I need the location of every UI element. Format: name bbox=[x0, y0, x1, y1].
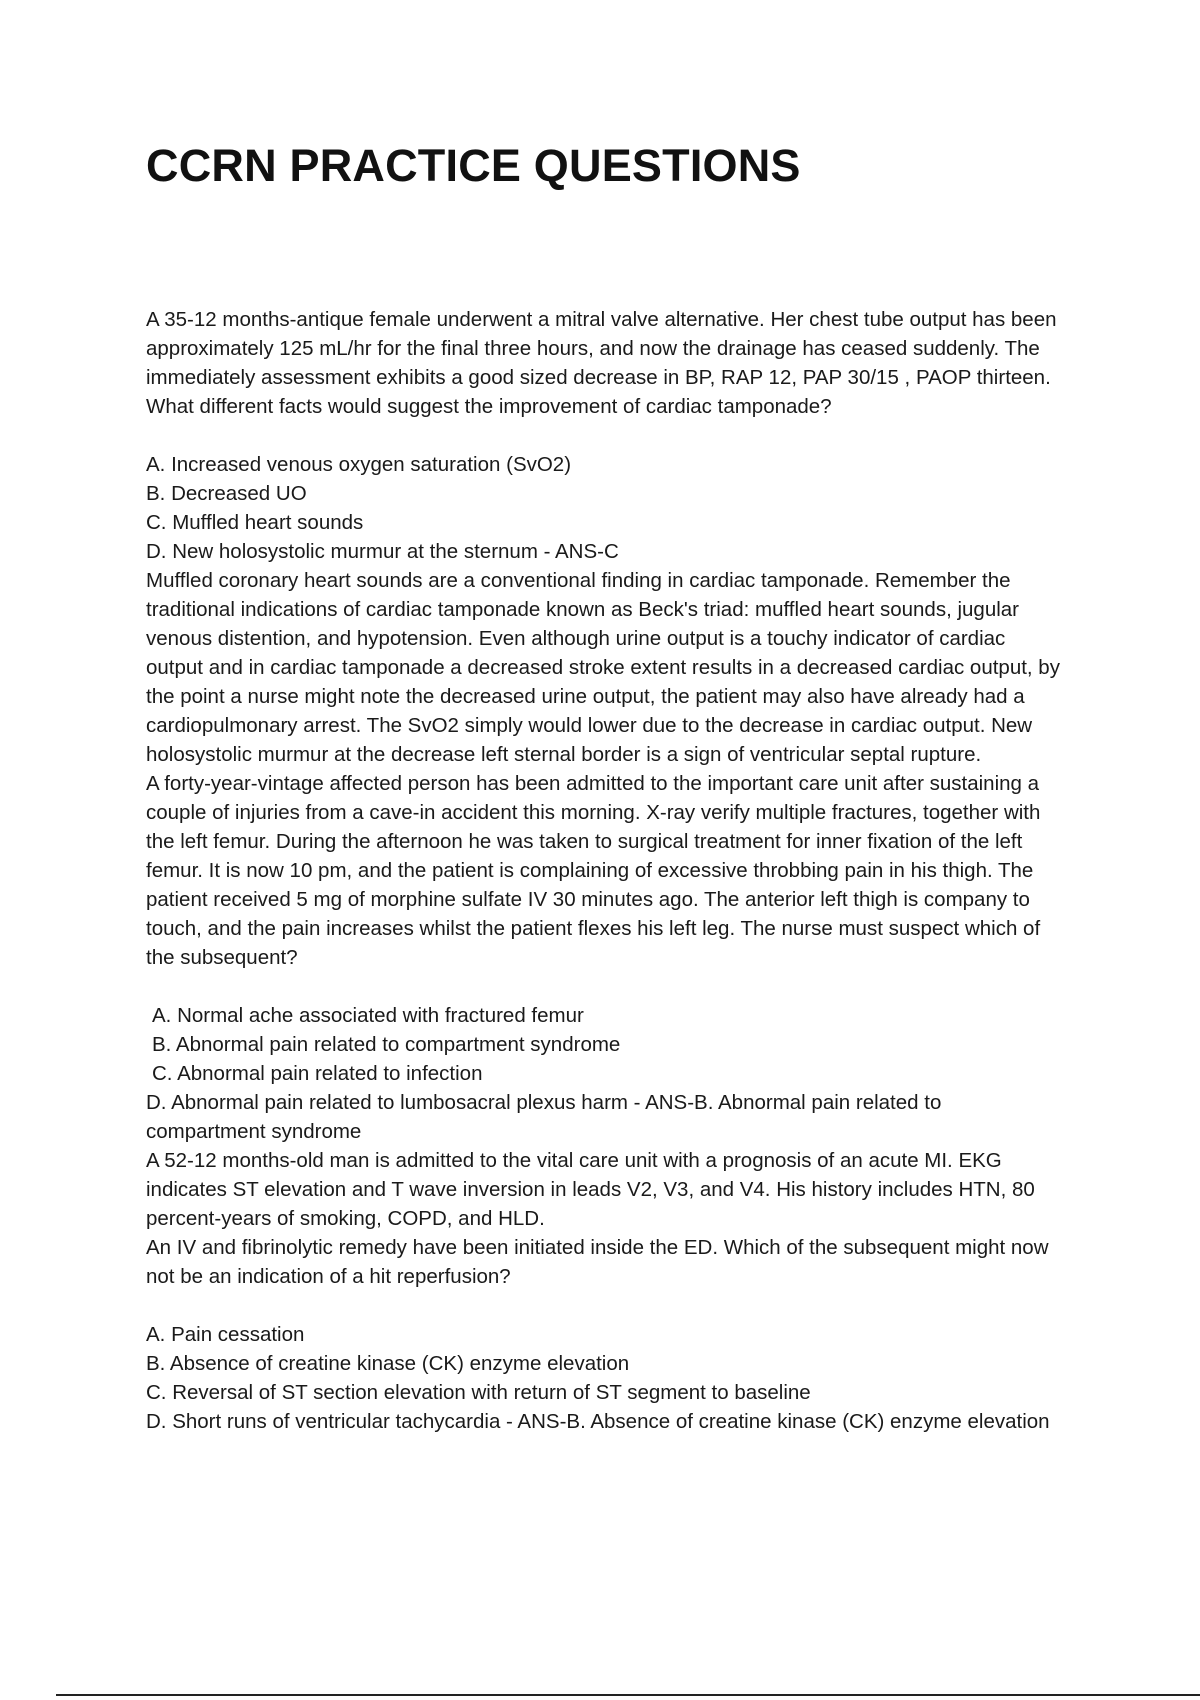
page-title: CCRN PRACTICE QUESTIONS bbox=[146, 140, 801, 191]
question-1-option-b: B. Decreased UO bbox=[146, 482, 307, 505]
question-2-option-b: B. Abnormal pain related to compartment syndrome bbox=[152, 1033, 621, 1056]
question-1-option-a: A. Increased venous oxygen saturation (SvO2) bbox=[146, 453, 572, 476]
spacer bbox=[146, 972, 1066, 1001]
question-2-stem: A forty-year-vintage affected person has been admitted to the important care unit after sustaining a couple of injuries from a cave-in accident this morning. X-ray verify multiple fractures, together with the left femur. During the afternoon he was taken to surgical treatment for inner fixation of the left femur. It is now 10 pm, and the patient is complaining of excessive throbbing pain in his thigh. The patient received 5 mg of morphine sulfate IV 30 minutes ago. The anterior left thigh is company to touch, and the pain increases whilst the patient flexes his left leg. The nurse must suspect which of the subsequent? bbox=[146, 772, 1041, 969]
question-3-stem-continued: An IV and fibrinolytic remedy have been initiated inside the ED. Which of the subsequent might now not be an indication of a hit reperfusion? bbox=[146, 1236, 1049, 1288]
spacer bbox=[146, 1291, 1066, 1320]
footer-divider bbox=[56, 1694, 1200, 1696]
question-1-option-c: C. Muffled heart sounds bbox=[146, 511, 364, 534]
question-1-stem: A 35-12 months-antique female underwent a mitral valve alternative. Her chest tube output has been approximately 125 mL/hr for the final three hours, and now the drainage has ceased suddenly. The immediately assessment exhibits a good sized decrease in BP, RAP 12, PAP 30/15 , PAOP thirteen. What different facts would suggest the improvement of cardiac tamponade? bbox=[146, 308, 1057, 418]
question-1-option-d: D. New holosystolic murmur at the sternum - ANS-C bbox=[146, 540, 619, 563]
spacer bbox=[146, 421, 1066, 450]
question-3-option-a: A. Pain cessation bbox=[146, 1323, 305, 1346]
question-2-option-a: A. Normal ache associated with fractured femur bbox=[152, 1004, 584, 1027]
question-3-stem: A 52-12 months-old man is admitted to the vital care unit with a prognosis of an acute MI. EKG indicates ST elevation and T wave inversion in leads V2, V3, and V4. His history includes HTN, 80 percent-years of smoking, COPD, and HLD. bbox=[146, 1149, 1035, 1230]
question-2-option-d: D. Abnormal pain related to lumbosacral plexus harm - ANS-B. Abnormal pain related to compartment syndrome bbox=[146, 1091, 942, 1143]
question-3-option-d: D. Short runs of ventricular tachycardia - ANS-B. Absence of creatine kinase (CK) enzyme elevation bbox=[146, 1410, 1050, 1433]
question-3-option-b: B. Absence of creatine kinase (CK) enzyme elevation bbox=[146, 1352, 630, 1375]
document-body bbox=[146, 305, 1066, 1436]
question-1-rationale: Muffled coronary heart sounds are a conventional finding in cardiac tamponade. Remember the traditional indications of cardiac tamponade known as Beck's triad: muffled heart sounds, jugular venous distention, and hypotension. Even although urine output is a touchy indicator of cardiac output and in cardiac tamponade a decreased stroke extent results in a decreased cardiac output, by the point a nurse might note the decreased urine output, the patient may also have already had a cardiopulmonary arrest. The SvO2 simply would lower due to the decrease in cardiac output. New holosystolic murmur at the decrease left sternal border is a sign of ventricular septal rupture. bbox=[146, 569, 1060, 766]
question-3-option-c: C. Reversal of ST section elevation with return of ST segment to baseline bbox=[146, 1381, 811, 1404]
question-2-option-c: C. Abnormal pain related to infection bbox=[152, 1062, 483, 1085]
